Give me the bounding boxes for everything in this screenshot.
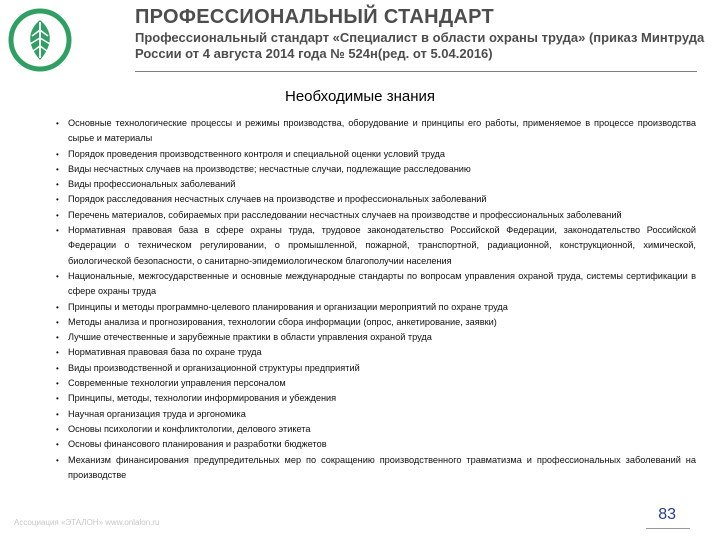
bullet-icon: • xyxy=(56,226,59,236)
bullet-icon: • xyxy=(56,455,59,465)
bullet-icon: • xyxy=(56,379,59,389)
section-title: Необходимые знания xyxy=(285,88,435,105)
bullet-icon: • xyxy=(56,180,59,190)
list-item: • Современные технологии управления персоналом xyxy=(56,376,696,391)
bullet-icon: • xyxy=(56,195,59,205)
bullet-icon: • xyxy=(56,149,59,159)
page-number-underline xyxy=(646,528,690,529)
bullet-icon: • xyxy=(56,317,59,327)
list-item: • Основные технологические процессы и режимы производства, оборудование и принципы его работы, применяемое в процессе производства сырье и материалы xyxy=(56,118,696,144)
bullet-icon: • xyxy=(56,424,59,434)
bullet-icon: • xyxy=(56,348,59,358)
bullet-icon: • xyxy=(56,333,59,343)
list-item: • Виды несчастных случаев на производстве; несчастные случаи, подлежащие расследованию xyxy=(56,162,696,177)
list-item: • Виды профессиональных заболеваний xyxy=(56,177,696,192)
bullet-icon: • xyxy=(56,394,59,404)
page-title: ПРОФЕССИОНАЛЬНЫЙ СТАНДАРТ xyxy=(135,6,495,28)
bullet-icon: • xyxy=(56,409,59,419)
list-item: • Научная организация труда и эргономика xyxy=(56,407,696,422)
list-item: • Порядок расследования несчастных случаев на производстве и профессиональных заболеваний xyxy=(56,192,696,207)
list-item: • Принципы, методы, технологии информирования и убеждения xyxy=(56,391,696,406)
bullet-icon: • xyxy=(56,302,59,312)
list-item: • Основы психологии и конфликтологии, делового этикета xyxy=(56,422,696,437)
bullet-icon: • xyxy=(56,363,59,373)
list-item: • Лучшие отечественные и зарубежные практики в области управления охраной труда xyxy=(56,330,696,345)
logo-emblem-icon xyxy=(8,8,72,72)
knowledge-list xyxy=(56,116,696,483)
page-subtitle: Профессиональный стандарт «Специалист в области охраны труда» (приказ Минтруда России от 4 августа 2014 года № 524н(ред. от 5.04.2016) xyxy=(135,30,705,61)
bullet-icon: • xyxy=(56,210,59,220)
list-item: • Виды производственной и организационной структуры предприятий xyxy=(56,361,696,376)
list-item: • Нормативная правовая база по охране труда xyxy=(56,345,696,360)
bullet-icon: • xyxy=(56,119,59,128)
list-item: • Национальные, межгосударственные и основные международные стандарты по вопросам управления охраной труда, системы сертификации в сфере охраны труда xyxy=(56,270,696,297)
list-item: • Основы финансового планирования и разработки бюджетов xyxy=(56,437,696,452)
list-item: • Порядок проведения производственного контроля и специальной оценки условий труда xyxy=(56,147,696,162)
bullet-icon: • xyxy=(56,440,59,450)
footer-organization: Ассоциация «ЭТАЛОН» www.onlalon.ru xyxy=(14,518,160,527)
list-item: • Перечень материалов, собираемых при расследовании несчастных случаев на производстве и профессиональных заболеваний xyxy=(56,208,696,223)
list-item: • Методы анализа и прогнозирования, технологии сбора информации (опрос, анкетирование, заявки) xyxy=(56,315,696,330)
page-number: 83 xyxy=(658,506,676,523)
bullet-icon: • xyxy=(56,164,59,174)
header-divider xyxy=(135,71,697,72)
list-item: • Механизм финансирования предупредительных мер по сокращению производственного травматизма и профессиональных заболеваний на производстве xyxy=(56,454,696,480)
bullet-icon: • xyxy=(56,271,59,281)
list-item: • Нормативная правовая база в сфере охраны труда, трудовое законодательство Российской Федерации, законодательство Российской Федерации о техническом регулировании, о промышленной, пожарной, транспортной, радиационной, конструкционной, химической, биологической безопасности, о санитарно-эпидемиологическом благополучии населения xyxy=(56,225,696,266)
list-item: • Принципы и методы программно-целевого планирования и организации мероприятий по охране труда xyxy=(56,300,696,315)
